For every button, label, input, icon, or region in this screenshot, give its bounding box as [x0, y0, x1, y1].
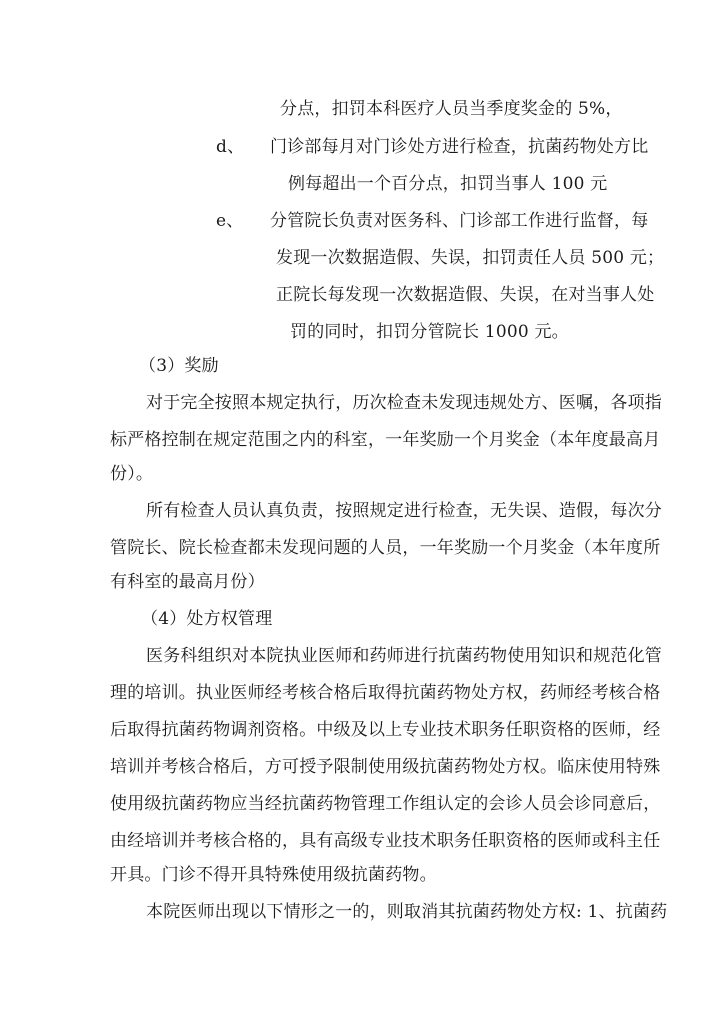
reward-para-1-line-1: 对于完全按照本规定执行，历次检查未发现违规处方、医嘱，各项指 [146, 393, 662, 413]
item-d-line-1: 门诊部每月对门诊处方进行检查，抗菌药物处方比 [270, 137, 649, 157]
section-heading-prescription: （4）处方权管理 [141, 609, 273, 629]
reward-para-2-line-3: 有科室的最高月份） [110, 572, 265, 592]
prescription-para-1-line-1: 医务科组织对本院执业医师和药师进行抗菌药物使用知识和规范化管 [146, 646, 662, 666]
item-d-line-2: 例每超出一个百分点，扣罚当事人 100 元 [288, 174, 608, 194]
prescription-para-1-line-5: 使用级抗菌药物应当经抗菌药物管理工作组认定的会诊人员会诊同意后， [110, 794, 661, 814]
prescription-para-1-line-7: 开具。门诊不得开具特殊使用级抗菌药物。 [110, 865, 437, 885]
prescription-para-1-line-3: 后取得抗菌药物调剂资格。中级及以上专业技术职务任职资格的医师，经 [110, 720, 661, 740]
item-d-marker: d、 [216, 137, 245, 157]
reward-para-2-line-1: 所有检查人员认真负责，按照规定进行检查，无失误、造假，每次分 [146, 501, 662, 521]
reward-para-2-line-2: 管院长、院长检查都未发现问题的人员，一年奖励一个月奖金（本年度所 [110, 538, 661, 558]
continuation-line: 分点，扣罚本科医疗人员当季度奖金的 5%， [280, 99, 623, 119]
prescription-para-1-line-4: 培训并考核合格后，方可授予限制使用级抗菌药物处方权。临床使用特殊 [110, 757, 661, 777]
item-e-marker: e、 [216, 211, 244, 231]
prescription-para-2-line-1: 本院医师出现以下情形之一的，则取消其抗菌药物处方权: 1、抗菌药 [146, 902, 668, 922]
reward-para-1-line-2: 标严格控制在规定范围之内的科室，一年奖励一个月奖金（本年度最高月 [110, 430, 661, 450]
reward-para-1-line-3: 份）。 [110, 464, 154, 484]
item-e-line-4: 罚的同时，扣罚分管院长 1000 元。 [290, 322, 569, 342]
item-e-line-3: 正院长每发现一次数据造假、失误，在对当事人处 [276, 285, 655, 305]
prescription-para-1-line-6: 由经培训并考核合格的，具有高级专业技术职务任职资格的医师或科主任 [110, 831, 661, 851]
item-e-line-2: 发现一次数据造假、失误，扣罚责任人员 500 元； [276, 248, 665, 268]
item-e-line-1: 分管院长负责对医务科、门诊部工作进行监督，每 [270, 211, 649, 231]
section-heading-reward: （3）奖励 [139, 356, 219, 376]
prescription-para-1-line-2: 理的培训。执业医师经考核合格后取得抗菌药物处方权，药师经考核合格 [110, 683, 661, 703]
